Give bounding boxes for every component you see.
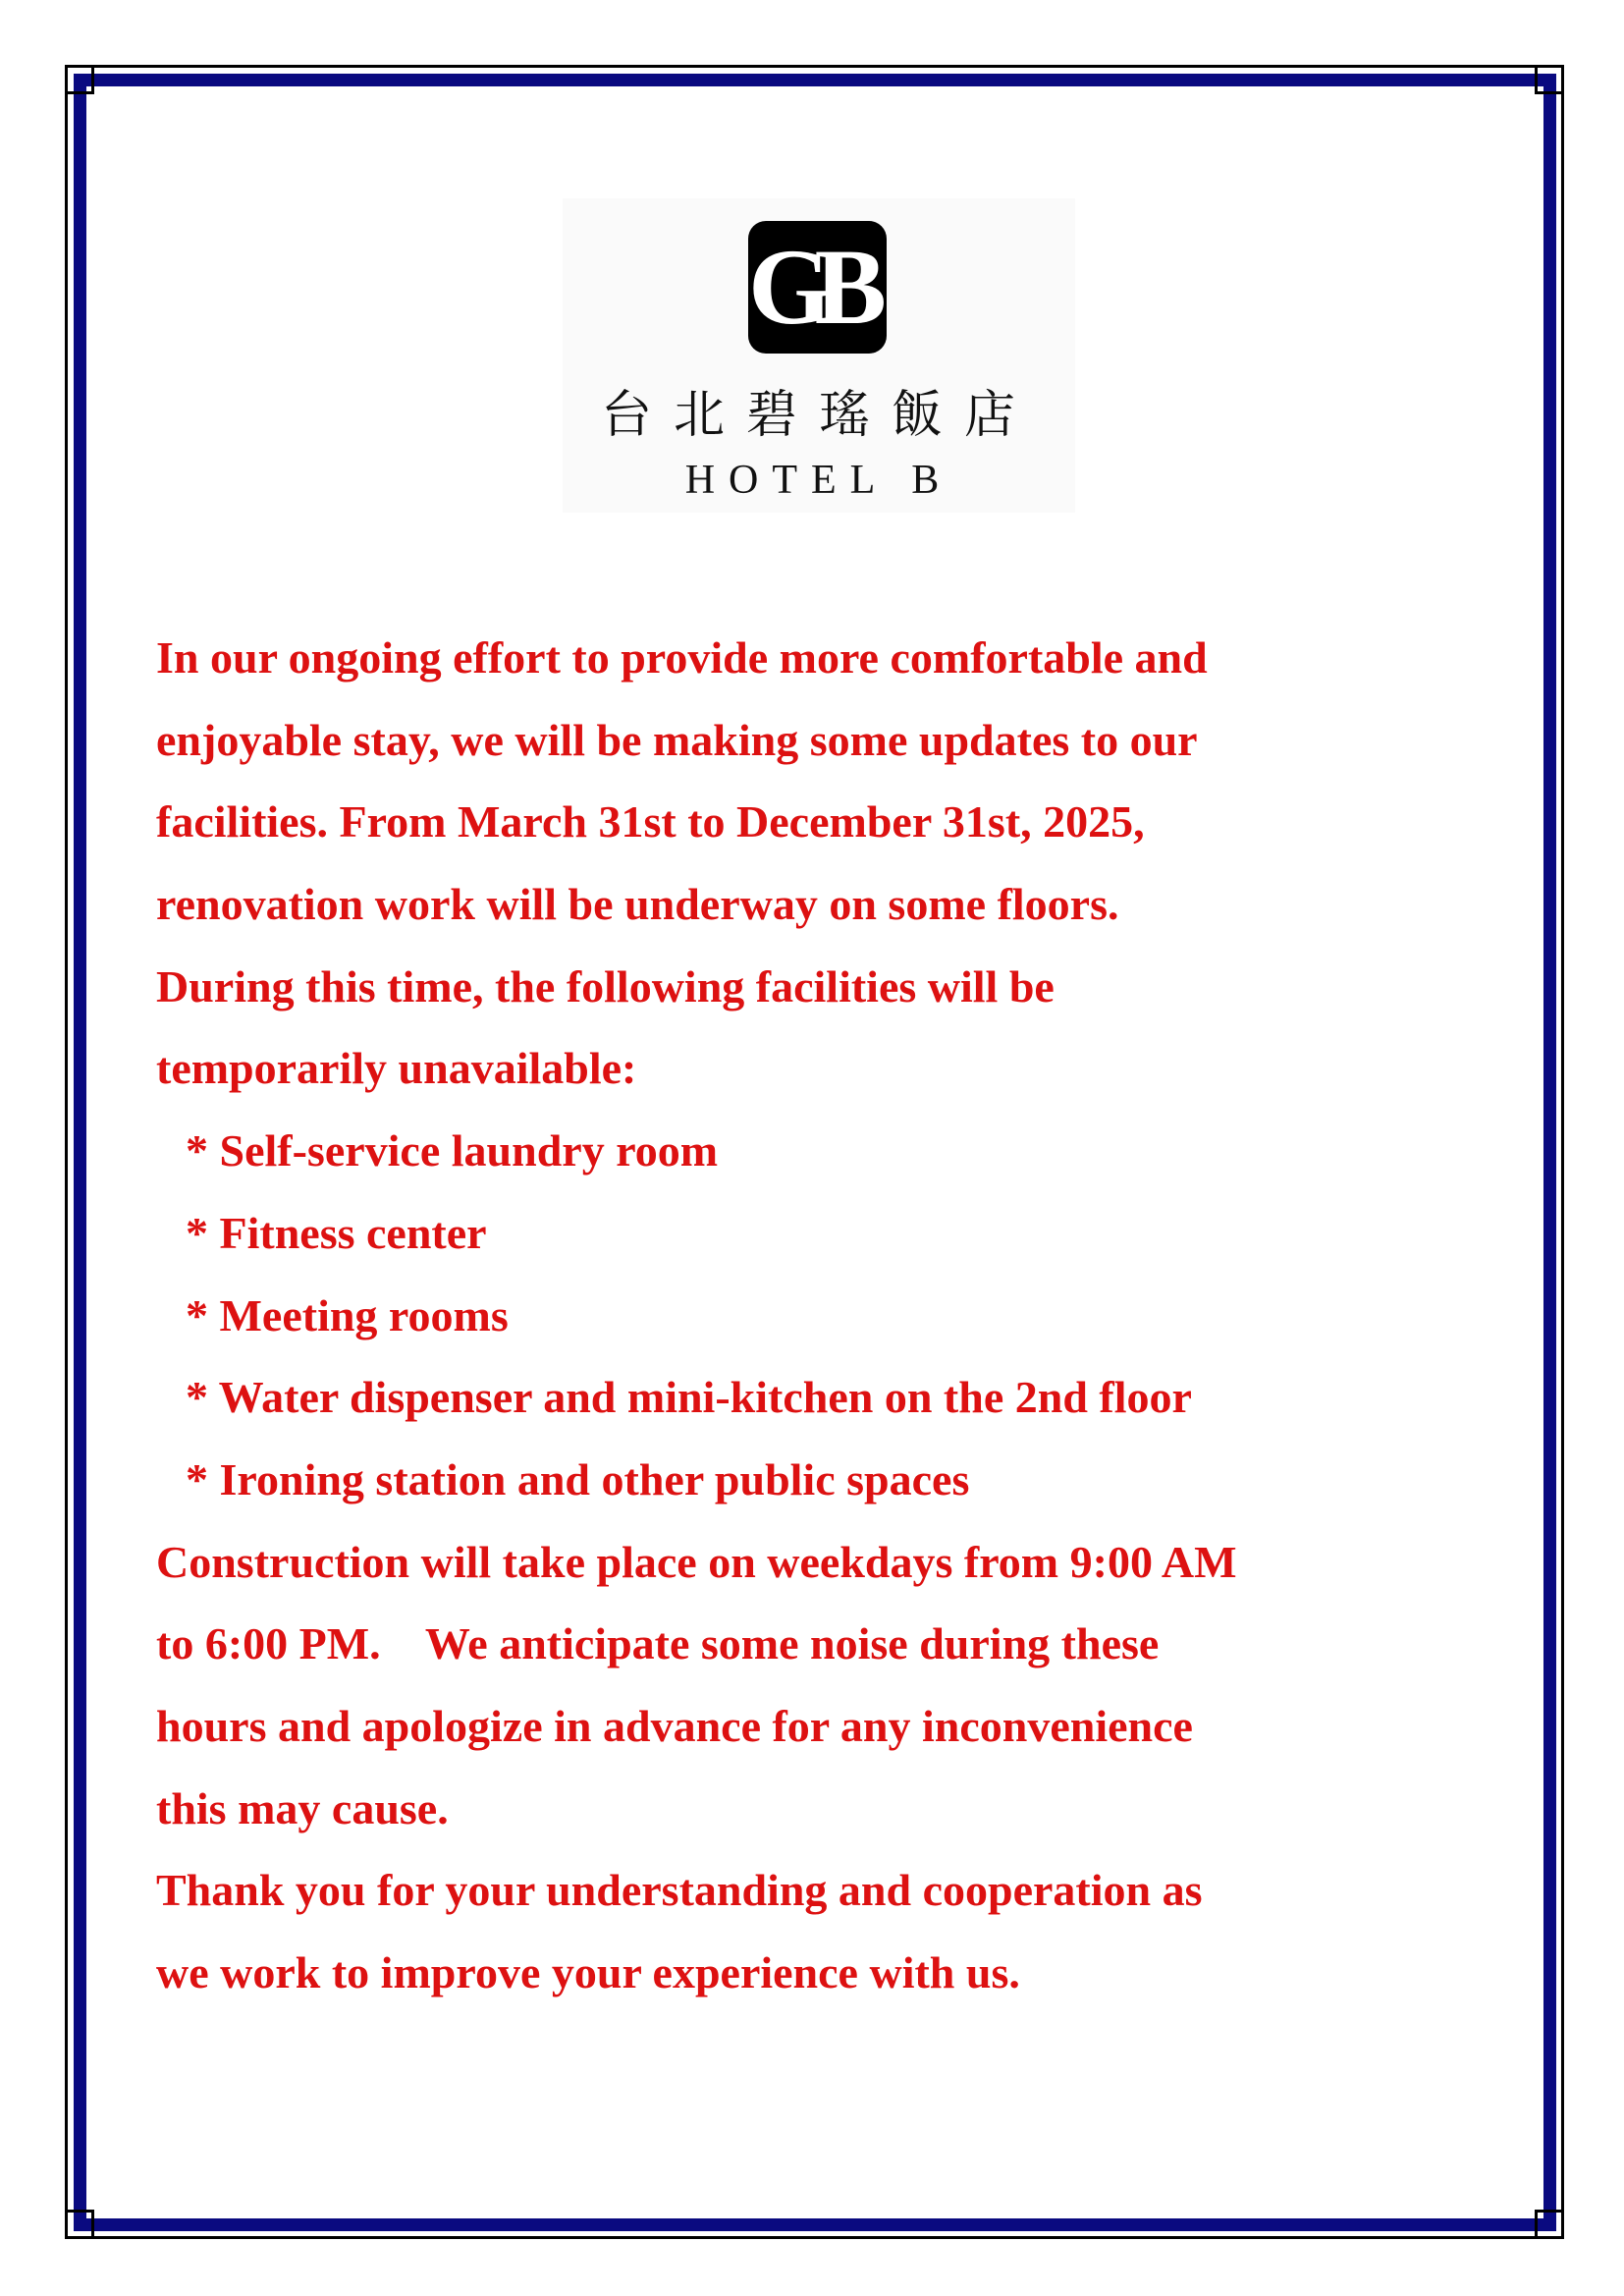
- closing-line: this may cause.: [156, 1782, 449, 1833]
- facility-list-item: * Fitness center: [186, 1207, 487, 1258]
- hotel-chinese-name: 台北碧瑤飯店: [600, 386, 1037, 445]
- intro-line: temporarily unavailable:: [156, 1043, 637, 1094]
- intro-line: enjoyable stay, we will be making some updates to our: [156, 714, 1198, 765]
- hotel-logo: [563, 198, 1075, 513]
- closing-line: Thank you for your understanding and cooperation as: [156, 1865, 1203, 1916]
- closing-line: Construction will take place on weekdays from 9:00 AM: [156, 1536, 1237, 1587]
- closing-line: to 6:00 PM. We anticipate some noise during these: [156, 1618, 1160, 1669]
- facility-list-item: * Water dispenser and mini-kitchen on the 2nd floor: [186, 1372, 1192, 1423]
- monogram-logo-icon: [748, 221, 887, 354]
- hotel-english-name: HOTEL B: [684, 458, 953, 503]
- intro-line: renovation work will be underway on some floors.: [156, 879, 1119, 930]
- corner-ornament: [65, 65, 94, 94]
- intro-line: In our ongoing effort to provide more comfortable and: [156, 632, 1208, 683]
- facility-list-item: * Meeting rooms: [186, 1289, 509, 1340]
- closing-line: we work to improve your experience with us.: [156, 1947, 1020, 1997]
- corner-ornament: [1535, 2210, 1564, 2239]
- notice-body: [156, 617, 1237, 2014]
- corner-ornament: [65, 2210, 94, 2239]
- monogram-text: GB: [748, 227, 869, 347]
- closing-line: hours and apologize in advance for any inconvenience: [156, 1700, 1193, 1751]
- corner-ornament: [1535, 65, 1564, 94]
- intro-line: facilities. From March 31st to December 31st, 2025,: [156, 796, 1145, 847]
- facility-list-item: * Ironing station and other public spaces: [186, 1453, 970, 1504]
- intro-line: During this time, the following facilities will be: [156, 960, 1055, 1011]
- facility-list-item: * Self-service laundry room: [186, 1125, 719, 1176]
